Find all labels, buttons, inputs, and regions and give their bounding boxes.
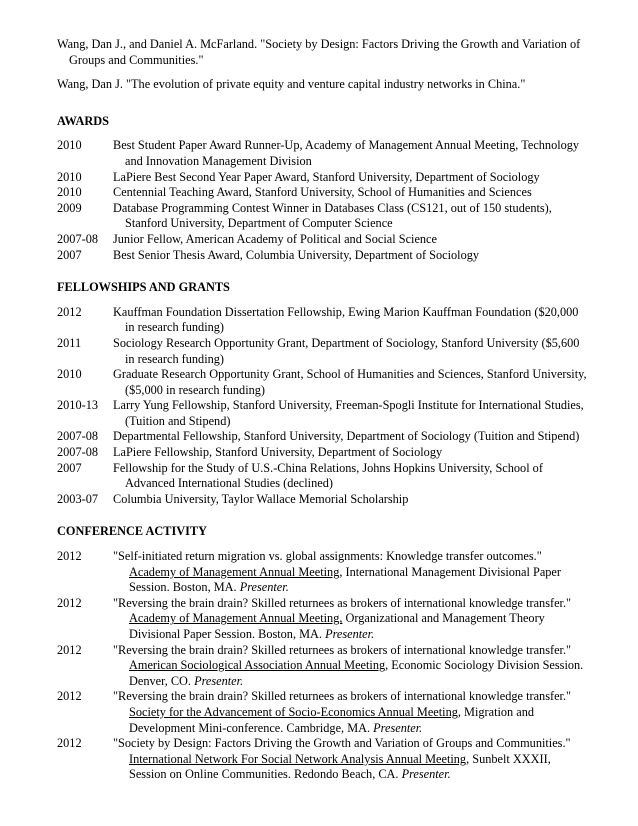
fellowship-year: 2007 bbox=[57, 460, 82, 475]
award-year: 2010 bbox=[57, 169, 82, 184]
fellowship-year: 2012 bbox=[57, 304, 82, 319]
conference-title: "Reversing the brain drain? Skilled returnees as brokers of international knowledge transfer." bbox=[113, 595, 572, 610]
fellowship-year: 2010 bbox=[57, 367, 82, 382]
award-row bbox=[57, 138, 587, 169]
award-year: 2007-08 bbox=[57, 231, 98, 246]
conference-role: Presenter. bbox=[373, 720, 423, 735]
publication-entry: Wang, Dan J. "The evolution of private equity and venture capital industry networks in China." bbox=[57, 77, 526, 92]
award-row bbox=[57, 185, 587, 201]
conference-row bbox=[57, 643, 587, 690]
fellowship-row bbox=[57, 445, 587, 461]
award-description: Junior Fellow, American Academy of Political and Social Science bbox=[113, 231, 437, 246]
fellowship-row bbox=[57, 398, 587, 429]
award-row bbox=[57, 201, 587, 232]
conference-venue: Society for the Advancement of Socio-Economics Annual Meeting bbox=[129, 704, 458, 719]
conference-row bbox=[57, 689, 587, 736]
conference-title: "Self-initiated return migration vs. global assignments: Knowledge transfer outcomes." bbox=[113, 549, 542, 564]
award-year: 2010 bbox=[57, 185, 82, 200]
conference-year: 2012 bbox=[57, 642, 82, 657]
fellowship-description: Graduate Research Opportunity Grant, School of Humanities and Sciences, Stanford University, ($5,000 in research funding) bbox=[113, 367, 587, 397]
conference-year: 2012 bbox=[57, 595, 82, 610]
conference-role: Presenter. bbox=[401, 767, 451, 782]
conference-venue: Academy of Management Annual Meeting, bbox=[129, 611, 343, 626]
award-year: 2010 bbox=[57, 138, 82, 153]
conference-title: "Reversing the brain drain? Skilled returnees as brokers of international knowledge transfer." bbox=[113, 689, 572, 704]
conference-role: Presenter. bbox=[325, 627, 375, 641]
award-year: 2009 bbox=[57, 200, 82, 215]
conference-year: 2012 bbox=[57, 736, 82, 751]
fellowship-year: 2007-08 bbox=[57, 429, 98, 444]
fellowship-description: Larry Yung Fellowship, Stanford University, Freeman-Spogli Institute for International Studies, (Tuition and Stipend) bbox=[113, 398, 584, 428]
fellowship-description: Fellowship for the Study of U.S.-China Relations, Johns Hopkins University, School of Advanced International Studies (declined) bbox=[113, 460, 543, 491]
fellowship-year: 2003-07 bbox=[57, 491, 98, 506]
conference-description bbox=[113, 643, 587, 690]
conference-role: Presenter. bbox=[194, 673, 244, 688]
fellowship-year: 2007-08 bbox=[57, 445, 98, 460]
cv-page bbox=[57, 37, 587, 800]
award-year: 2007 bbox=[57, 247, 82, 262]
fellowship-year: 2011 bbox=[57, 335, 82, 350]
fellowship-row bbox=[57, 367, 587, 398]
award-description: Database Programming Contest Winner in Databases Class (CS121, out of 150 students), Stanford University, Department of Computer Science bbox=[113, 200, 552, 231]
conferences-heading: CONFERENCE ACTIVITY bbox=[57, 524, 207, 539]
conference-title: "Reversing the brain drain? Skilled returnees as brokers of international knowledge transfer." bbox=[113, 642, 572, 657]
conference-details: , Sunbelt XXXII, Session on Online Communities. Redondo Beach, CA. bbox=[129, 751, 551, 782]
conference-role: Presenter. bbox=[239, 580, 289, 595]
conference-details: , International Management Divisional Paper Session. Boston, MA. bbox=[129, 564, 561, 595]
conference-row bbox=[57, 596, 587, 643]
fellowship-row bbox=[57, 461, 587, 492]
conference-details: Organizational and Management Theory Divisional Paper Session. Boston, MA. bbox=[129, 611, 545, 641]
fellowship-row bbox=[57, 336, 587, 367]
award-row bbox=[57, 248, 587, 264]
awards-heading: AWARDS bbox=[57, 113, 109, 128]
fellowship-row bbox=[57, 429, 587, 445]
conference-title: "Society by Design: Factors Driving the Growth and Variation of Groups and Communities." bbox=[113, 736, 571, 751]
conference-venue: Academy of Management Annual Meeting bbox=[129, 564, 340, 579]
award-row bbox=[57, 170, 587, 186]
conference-year: 2012 bbox=[57, 549, 82, 564]
awards-list bbox=[57, 138, 587, 263]
conference-description bbox=[113, 596, 587, 643]
conference-venue: International Network For Social Network Analysis Annual Meeting bbox=[129, 751, 467, 766]
award-description: LaPiere Best Second Year Paper Award, Stanford University, Department of Sociology bbox=[113, 169, 540, 184]
award-description: Best Senior Thesis Award, Columbia University, Department of Sociology bbox=[113, 247, 480, 262]
fellowship-row bbox=[57, 492, 587, 508]
fellowship-description: LaPiere Fellowship, Stanford University, Department of Sociology bbox=[113, 445, 443, 460]
conference-description bbox=[113, 549, 587, 596]
conference-row bbox=[57, 736, 587, 783]
conference-description bbox=[113, 736, 587, 783]
award-row bbox=[57, 232, 587, 248]
fellowship-year: 2010-13 bbox=[57, 398, 98, 413]
fellowship-description: Departmental Fellowship, Stanford University, Department of Sociology (Tuition and Stipend) bbox=[113, 429, 580, 444]
conference-venue: American Sociological Association Annual Meeting bbox=[129, 658, 386, 673]
fellowships-heading: FELLOWSHIPS AND GRANTS bbox=[57, 280, 230, 295]
conference-year: 2012 bbox=[57, 689, 82, 704]
conferences-list bbox=[57, 549, 587, 783]
conference-details: , Migration and Development Mini-conference. Cambridge, MA. bbox=[129, 704, 535, 735]
publication-entry: Wang, Dan J., and Daniel A. McFarland. "Society by Design: Factors Driving the Growth and Variation of Groups and Communities." bbox=[57, 37, 581, 67]
award-description: Centennial Teaching Award, Stanford University, School of Humanities and Sciences bbox=[113, 185, 532, 200]
fellowship-row bbox=[57, 305, 587, 336]
fellowships-list bbox=[57, 305, 587, 508]
conference-details: , Economic Sociology Division Session. Denver, CO. bbox=[129, 658, 584, 688]
conference-row bbox=[57, 549, 587, 596]
award-description: Best Student Paper Award Runner-Up, Academy of Management Annual Meeting, Technology and Innovation Management Division bbox=[113, 138, 580, 168]
fellowship-description: Sociology Research Opportunity Grant, Department of Sociology, Stanford University ($5,600 in research funding) bbox=[113, 335, 580, 366]
fellowship-description: Kauffman Foundation Dissertation Fellowship, Ewing Marion Kauffman Foundation ($20,000 in research funding) bbox=[113, 304, 579, 335]
conference-description bbox=[113, 689, 587, 736]
fellowship-description: Columbia University, Taylor Wallace Memorial Scholarship bbox=[113, 491, 409, 506]
